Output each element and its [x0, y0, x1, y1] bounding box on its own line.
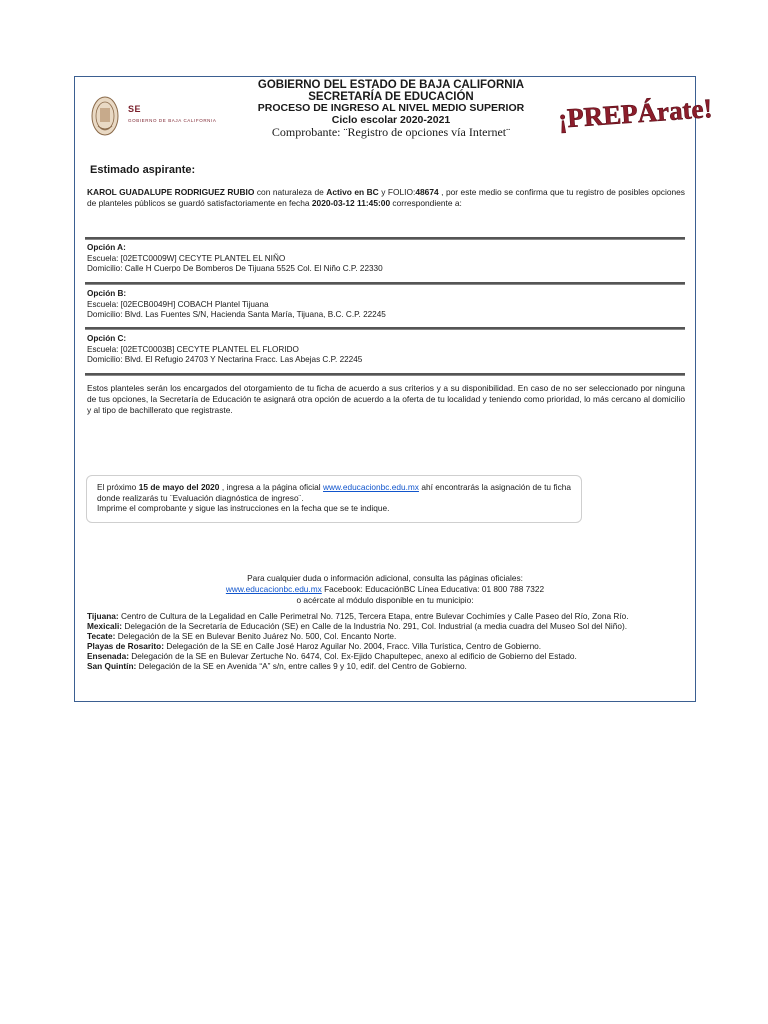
- header-government: GOBIERNO DEL ESTADO DE BAJA CALIFORNIA: [257, 79, 525, 91]
- option-address: Domicilio: Calle H Cuerpo De Bomberos De Tijuana 5525 Col. El Niño C.P. 22330: [87, 264, 383, 273]
- preparate-logo-text: ¡PREPÁrate!: [557, 93, 714, 134]
- municipality-list: [87, 611, 685, 671]
- header-cycle: Ciclo escolar 2020-2021: [331, 113, 451, 126]
- option-school: Escuela: [02ETC0009W] CECYTE PLANTEL EL NIÑO: [87, 253, 286, 263]
- municipality-san-quintin: San Quintín: Delegación de la SE en Avenida “A” s/n, entre calles 9 y 10, edif. del Centro de Gobierno.: [87, 661, 467, 671]
- option-school: Escuela: [02ETC0003B] CECYTE PLANTEL EL FLORIDO: [87, 344, 299, 354]
- header-process: PROCESO DE INGRESO AL NIVEL MEDIO SUPERIOR: [257, 102, 525, 114]
- applicant-nature: Activo en BC: [326, 187, 379, 197]
- municipality-ensenada: Ensenada: Delegación de la SE en Bulevar Zertuche No. 6474, Col. Ex-Ejido Chapultepec, anexo al edificio de Gobierno del Estado.: [87, 651, 577, 661]
- planteles-paragraph: Estos planteles serán los encargados del otorgamiento de tu ficha de acuerdo a sus criterios y a su disponibilidad. En caso de no ser seleccionado por ninguna de tus opciones, la Secretaría de Educación te asignará otra opción de acuerdo a la oferta de tu localidad y teniendo como prioridad, lo más cercano al domicilio y al tipo de bachillerato que registraste.: [87, 383, 685, 415]
- greeting: Estimado aspirante:: [90, 164, 196, 176]
- registration-date: 2020-03-12 11:45:00: [311, 198, 391, 208]
- option-c: [87, 334, 687, 366]
- applicant-name: KAROL GUADALUPE RODRIGUEZ RUBIO: [87, 187, 255, 197]
- notice-date: 15 de mayo del 2020: [138, 482, 220, 492]
- contact-module: o acércate al módulo disponible en tu municipio:: [296, 595, 474, 605]
- option-label: Opción C:: [87, 334, 127, 343]
- header-secretariat: SECRETARÍA DE EDUCACIÓN: [308, 90, 474, 103]
- folio-number: 48674: [415, 187, 439, 197]
- option-a: [87, 243, 687, 275]
- option-address: Domicilio: Blvd. El Refugio 24703 Y Nectarina Fracc. Las Abejas C.P. 22245: [87, 355, 363, 364]
- contact-site-link[interactable]: www.educacionbc.edu.mx: [225, 584, 322, 594]
- contact-line: www.educacionbc.edu.mx Facebook: EducaciónBC Línea Educativa: 01 800 788 7322: [225, 584, 545, 594]
- notice-instructions: Imprime el comprobante y sigue las instrucciones en la fecha que se te indique.: [97, 503, 390, 513]
- header-receipt: Comprobante: ¨Registro de opciones vía Internet¨: [271, 125, 511, 139]
- option-address: Domicilio: Blvd. Las Fuentes S/N, Hacienda Santa María, Tijuana, B.C. C.P. 22245: [87, 310, 386, 319]
- divider: [85, 327, 685, 330]
- option-label: Opción B:: [87, 289, 127, 298]
- contact-intro: Para cualquier duda o información adicional, consulta las páginas oficiales:: [247, 573, 523, 583]
- notice-box: El próximo 15 de mayo del 2020 , ingresa a la página oficial www.educacionbc.edu.mx ahí encontrarás la asignación de tu ficha donde realizarás tu ¨Evaluación diagnóstica de ingreso¨. Imprime el comprobante y sigue las instrucciones en la fecha que se te indique.: [86, 475, 582, 523]
- preparate-logo: [556, 90, 714, 136]
- intro-paragraph: KAROL GUADALUPE RODRIGUEZ RUBIO con naturaleza de Activo en BC y FOLIO:48674 , por este medio se confirma que tu registro de posibles opciones de planteles públicos se guardó satisfactoriamente en fecha 2020-03-12 11:45:00 correspondiente a:: [87, 187, 685, 208]
- option-school: Escuela: [02ECB0049H] COBACH Plantel Tijuana: [87, 299, 269, 309]
- se-logo-text: SE: [128, 104, 142, 114]
- se-logo-subtitle: GOBIERNO DE BAJA CALIFORNIA: [128, 118, 217, 123]
- state-seal-logo: [90, 94, 120, 138]
- option-label: Opción A:: [87, 243, 126, 252]
- official-site-link[interactable]: www.educacionbc.edu.mx: [323, 482, 419, 492]
- document-header: [230, 80, 552, 139]
- municipality-tijuana: Tijuana: Centro de Cultura de la Legalidad en Calle Perimetral No. 7125, Tercera Etapa, entre Bulevar Cochimíes y Calle Paseo del Río, Zona Río.: [87, 611, 629, 621]
- municipality-rosarito: Playas de Rosarito: Delegación de la SE en Calle José Haroz Aguilar No. 2004, Fracc. Villa Turística, Centro de Gobierno.: [87, 641, 542, 651]
- divider: [85, 237, 685, 240]
- municipality-mexicali: Mexicali: Delegación de la Secretaría de Educación (SE) en Calle de la Industria No. 291, Col. Industrial (a media cuadra del Museo Sol del Niño).: [87, 621, 628, 631]
- divider: [85, 373, 685, 376]
- divider: [85, 282, 685, 285]
- municipality-tecate: Tecate: Delegación de la SE en Bulevar Benito Juárez No. 500, Col. Encanto Norte.: [87, 631, 397, 641]
- option-b: [87, 289, 687, 321]
